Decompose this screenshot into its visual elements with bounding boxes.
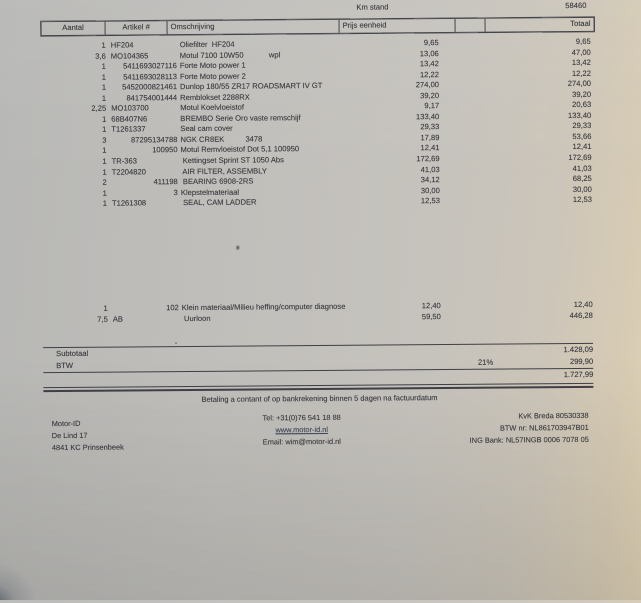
- company-address-line: 4841 KC Prinsenbeek: [52, 442, 124, 455]
- cell-omschrijving: Klein materiaal/Milieu heffing/computer diagnose: [179, 302, 357, 314]
- column-header-omschrijving: Omschrijving: [168, 20, 340, 34]
- cell-totaal: 12,53: [485, 195, 592, 206]
- cell-totaal: 274,00: [484, 79, 591, 90]
- totals-section: [43, 343, 593, 392]
- cell-prijs-eenheid: 13,42: [355, 59, 439, 70]
- cell-omschrijving: Kettingset Sprint ST 1050 Abs: [178, 155, 356, 167]
- cell-prijs-eenheid: 29,33: [355, 122, 439, 133]
- cell-prijs-eenheid: 274,00: [355, 80, 439, 91]
- company-address-line: Motor-ID: [52, 418, 124, 431]
- cell-artikel: 5411693027116: [107, 61, 177, 72]
- contact-block: [192, 411, 412, 449]
- cell-spacer: [440, 175, 485, 186]
- cell-artikel: 5452000821461: [107, 82, 177, 93]
- column-header-empty: [456, 19, 486, 32]
- cell-totaal: 9,65: [484, 37, 591, 48]
- cell-totaal: 12,40: [486, 300, 593, 311]
- cell-aantal: 1: [42, 199, 108, 210]
- registration-block: [469, 410, 588, 448]
- cell-omschrijving: Uurloon: [179, 312, 357, 324]
- cell-prijs-eenheid: 34,12: [356, 175, 440, 186]
- line-items-header-row: [41, 17, 595, 36]
- cell-aantal: 3: [41, 136, 107, 147]
- cell-totaal: 41,03: [485, 163, 592, 174]
- btw-label: BTW: [43, 359, 153, 372]
- cell-spacer: [441, 311, 486, 322]
- cell-totaal: 446,28: [486, 310, 593, 321]
- cell-aantal: 1: [41, 62, 107, 73]
- vin-label: [356, 0, 367, 1]
- cell-totaal: 29,33: [484, 121, 591, 132]
- cell-omschrijving: Motul 7100 10W50 wpl: [177, 49, 355, 61]
- cell-prijs-eenheid: 12,41: [355, 144, 439, 155]
- cell-omschrijving: BREMBO Serie Oro vaste remschijf: [177, 113, 355, 125]
- registration-line: ING Bank: NL57INGB 0006 7078 05: [470, 434, 589, 447]
- cell-totaal: 12,22: [484, 69, 591, 80]
- cell-aantal: 1: [42, 157, 108, 168]
- cell-prijs-eenheid: 9,17: [355, 101, 439, 112]
- company-address-block: [52, 418, 124, 455]
- cell-artikel: 100950: [107, 146, 177, 157]
- btw-value: 299,90: [493, 356, 593, 369]
- cell-spacer: [439, 38, 484, 49]
- registration-line: BTW nr: NL861703947B01: [470, 422, 589, 435]
- cell-omschrijving: Motul Koelvloeistof: [177, 102, 355, 114]
- registration-line: KvK Breda 80530338: [469, 410, 588, 423]
- cell-spacer: [439, 48, 484, 59]
- cell-totaal: 30,00: [485, 185, 592, 196]
- cell-aantal: 1: [41, 125, 107, 136]
- payment-terms: Betaling a contant of op bankrekening binnen 5 dagen na factuurdatum: [43, 392, 595, 405]
- cell-totaal: 12,41: [484, 142, 591, 153]
- cell-omschrijving: Klepstelmateriaal: [178, 186, 356, 198]
- cell-artikel: 411198: [108, 177, 178, 188]
- cell-omschrijving: Oliefilter HF204: [177, 39, 355, 51]
- cell-aantal: 1: [41, 114, 107, 125]
- cell-omschrijving: AIR FILTER, ASSEMBLY: [178, 165, 356, 177]
- cell-prijs-eenheid: 30,00: [356, 186, 440, 197]
- cell-omschrijving: NGK CR8EK 3478: [177, 134, 355, 146]
- cell-totaal: 68,25: [485, 174, 592, 185]
- cell-spacer: [439, 133, 484, 144]
- subtotaal-value: 1.428,09: [493, 344, 593, 357]
- km-stand-label: Km stand: [356, 2, 388, 11]
- cell-spacer: [441, 301, 486, 312]
- cell-omschrijving: Forte Moto power 2: [177, 70, 355, 82]
- company-address-line: De Lind 17: [52, 430, 124, 443]
- cell-prijs-eenheid: 12,22: [355, 70, 439, 81]
- cell-aantal: 1: [41, 93, 107, 104]
- cell-omschrijving: Seal cam cover: [177, 123, 355, 135]
- cell-artikel: 68B407N6: [107, 114, 177, 125]
- cell-spacer: [440, 164, 485, 175]
- cell-aantal: 1: [41, 72, 107, 83]
- cell-omschrijving: SEAL, CAM LADDER: [178, 197, 356, 209]
- line-items-lower: [43, 300, 593, 325]
- cell-aantal: 1: [42, 188, 108, 199]
- km-stand-value: 58460: [40, 1, 586, 14]
- cell-spacer: [439, 143, 484, 154]
- cell-artikel: T1261337: [107, 124, 177, 135]
- cell-prijs-eenheid: 13,06: [355, 49, 439, 60]
- cell-spacer: [439, 59, 484, 70]
- cell-prijs-eenheid: 59,50: [357, 312, 441, 323]
- contact-line: www.motor-id.nl: [192, 423, 412, 437]
- cell-aantal: 3,6: [41, 51, 107, 62]
- cell-spacer: [439, 122, 484, 133]
- cell-spacer: [440, 196, 485, 207]
- column-header-artikel: Artikel #: [106, 21, 168, 34]
- cell-artikel: MO103700: [107, 103, 177, 114]
- cell-spacer: [439, 112, 484, 123]
- cell-spacer: [440, 154, 485, 165]
- cell-totaal: 133,40: [484, 111, 591, 122]
- cell-omschrijving: Remblokset 2288RX: [177, 91, 355, 103]
- cell-artikel: AB: [109, 314, 179, 325]
- cell-totaal: 47,00: [484, 47, 591, 58]
- cell-omschrijving: Dunlop 180/55 ZR17 ROADSMART IV GT: [177, 81, 355, 93]
- cell-prijs-eenheid: 9,65: [355, 38, 439, 49]
- subtotaal-label: Subtotaal: [43, 347, 153, 360]
- dust-speck: [175, 342, 177, 344]
- cell-aantal: 1: [41, 83, 107, 94]
- cell-artikel: TR-363: [108, 156, 178, 167]
- cell-prijs-eenheid: 12,40: [357, 301, 441, 312]
- cell-aantal: 1: [41, 41, 107, 52]
- cell-prijs-eenheid: 17,89: [355, 133, 439, 144]
- column-header-aantal: Aantal: [42, 22, 106, 36]
- cell-prijs-eenheid: 172,69: [356, 154, 440, 165]
- cell-aantal: 2,25: [41, 104, 107, 115]
- cell-artikel: T2204820: [108, 167, 178, 178]
- cell-totaal: 172,69: [485, 153, 592, 164]
- cell-artikel: T1261308: [108, 198, 178, 209]
- cell-prijs-eenheid: 39,20: [355, 91, 439, 102]
- cell-totaal: 39,20: [484, 90, 591, 101]
- cell-spacer: [439, 90, 484, 101]
- cell-artikel: 3: [108, 188, 178, 199]
- cell-aantal: 7,5: [43, 314, 109, 325]
- cell-aantal: 1: [41, 146, 107, 157]
- cell-artikel: 841754001444: [107, 93, 177, 104]
- cell-artikel: 102: [109, 303, 179, 314]
- cell-artikel: 5411693028113: [107, 72, 177, 83]
- cell-totaal: 13,42: [484, 58, 591, 69]
- cell-prijs-eenheid: 133,40: [355, 112, 439, 123]
- cell-aantal: 1: [42, 167, 108, 178]
- cell-prijs-eenheid: 41,03: [356, 165, 440, 176]
- cell-omschrijving: BEARING 6908-2RS: [178, 176, 356, 188]
- column-header-prijs-eenheid: Prijs eenheid: [340, 19, 456, 33]
- cell-omschrijving: Motul Remvloeistof Dot 5,1 100950: [177, 144, 355, 156]
- cell-aantal: 2: [42, 178, 108, 189]
- cell-spacer: [439, 69, 484, 80]
- line-items-upper: [41, 37, 592, 210]
- cell-totaal: 53,66: [484, 132, 591, 143]
- cell-omschrijving: Forte Moto power 1: [177, 60, 355, 72]
- btw-percentage: 21%: [153, 357, 493, 372]
- cell-spacer: [439, 80, 484, 91]
- cell-spacer: [439, 101, 484, 112]
- cell-artikel: MO104365: [107, 51, 177, 62]
- contact-line: Email: wim@motor-id.nl: [192, 436, 412, 450]
- cell-artikel: HF204: [107, 40, 177, 51]
- dust-speck: [236, 246, 239, 250]
- cell-prijs-eenheid: 12,53: [356, 196, 440, 207]
- grand-total-value: 1.727,99: [493, 369, 593, 382]
- contact-line: Tel: +31(0)76 541 18 88: [192, 411, 412, 425]
- cell-spacer: [440, 185, 485, 196]
- cell-totaal: 20,63: [484, 100, 591, 111]
- cell-artikel: 87295134788: [107, 135, 177, 146]
- cell-aantal: 1: [43, 304, 109, 315]
- column-header-totaal: Totaal: [486, 18, 594, 32]
